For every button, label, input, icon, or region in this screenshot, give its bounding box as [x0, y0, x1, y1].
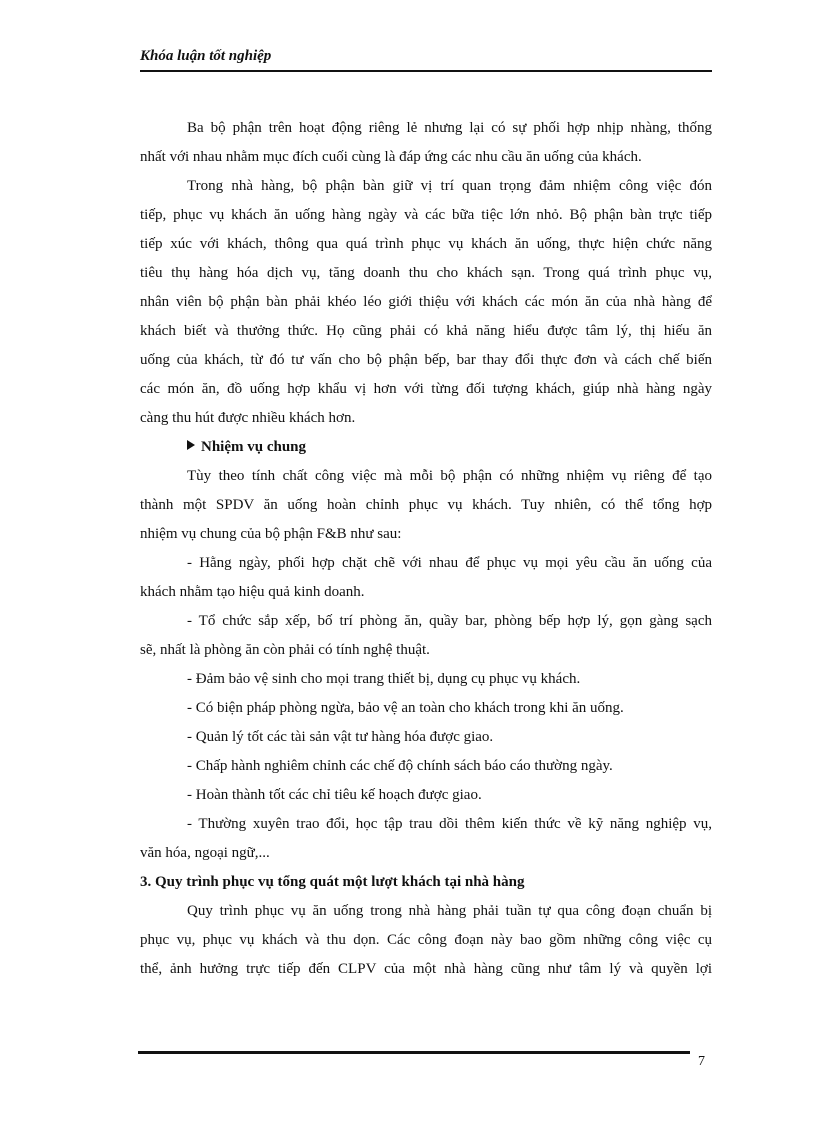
paragraph-line: Trong nhà hàng, bộ phận bàn giữ vị trí quan trọng đảm nhiệm công việc đón: [187, 178, 712, 194]
paragraph-line: các món ăn, đồ uống hợp khẩu vị hơn với từng đối tượng khách, giúp nhà hàng ngày: [140, 381, 712, 397]
list-item: - Hoàn thành tốt các chỉ tiêu kế hoạch được giao.: [187, 787, 482, 803]
paragraph-line: Ba bộ phận trên hoạt động riêng lẻ nhưng lại có sự phối hợp nhịp nhàng, thống: [187, 120, 712, 136]
list-item: - Thường xuyên trao đổi, học tập trau dồi thêm kiến thức về kỹ năng nghiệp vụ,: [187, 816, 712, 832]
paragraph-line: nhân viên bộ phận bàn phải khéo léo giới thiệu với khách các món ăn của nhà hàng để: [140, 294, 712, 310]
list-item: - Có biện pháp phòng ngừa, bảo vệ an toàn cho khách trong khi ăn uống.: [187, 700, 624, 716]
subheading-nhiem-vu-chung: [140, 433, 712, 462]
page-number: 7: [698, 1054, 705, 1069]
paragraph-line: khách biết và thưởng thức. Họ cũng phải có khả năng hiểu được tâm lý, thị hiếu ăn: [140, 323, 712, 339]
header-divider: [140, 70, 712, 72]
paragraph-line: tiếp xúc với khách, thông qua quá trình phục vụ khách ăn uống, thực hiện chức năng: [140, 236, 712, 252]
paragraph-line: tiêu thụ hàng hóa dịch vụ, tăng doanh thu cho khách sạn. Trong quá trình phục vụ,: [140, 265, 712, 281]
document-body: [140, 114, 712, 984]
paragraph-line: nhiệm vụ chung của bộ phận F&B như sau:: [140, 526, 402, 542]
list-item: - Hằng ngày, phối hợp chặt chẽ với nhau để phục vụ mọi yêu cầu ăn uống của: [187, 555, 712, 571]
paragraph-line: thể, ảnh hưởng trực tiếp đến CLPV của một nhà hàng cũng như tâm lý và quyền lợi: [140, 961, 712, 977]
arrow-bullet-icon: [187, 440, 195, 450]
paragraph-line: Tùy theo tính chất công việc mà mỗi bộ phận có những nhiệm vụ riêng để tạo: [187, 468, 712, 484]
list-item: - Chấp hành nghiêm chỉnh các chế độ chính sách báo cáo thường ngày.: [187, 758, 613, 774]
list-item: - Đảm bảo vệ sinh cho mọi trang thiết bị, dụng cụ phục vụ khách.: [187, 671, 581, 687]
footer-divider: [138, 1051, 690, 1054]
subheading-text: Nhiệm vụ chung: [201, 439, 307, 455]
paragraph-line: phục vụ, phục vụ khách và thu dọn. Các công đoạn này bao gồm những công việc cụ: [140, 932, 712, 948]
list-item-continuation: khách nhằm tạo hiệu quả kinh doanh.: [140, 584, 365, 600]
list-item: - Tổ chức sắp xếp, bố trí phòng ăn, quầy bar, phòng bếp hợp lý, gọn gàng sạch: [187, 613, 712, 629]
section-heading: 3. Quy trình phục vụ tổng quát một lượt khách tại nhà hàng: [140, 874, 525, 890]
list-item-continuation: sẽ, nhất là phòng ăn còn phải có tính nghệ thuật.: [140, 642, 430, 658]
paragraph-line: Quy trình phục vụ ăn uống trong nhà hàng phải tuần tự qua công đoạn chuẩn bị: [187, 903, 712, 919]
paragraph-line: uống của khách, từ đó tư vấn cho bộ phận bếp, bar thay đổi thực đơn và cách chế biến: [140, 352, 712, 368]
paragraph-line: thành một SPDV ăn uống hoàn chỉnh phục vụ khách. Tuy nhiên, có thể tổng hợp: [140, 497, 712, 513]
paragraph-line: nhất với nhau nhằm mục đích cuối cùng là đáp ứng các nhu cầu ăn uống của khách.: [140, 149, 642, 165]
document-header-title: Khóa luận tốt nghiệp: [140, 48, 272, 64]
paragraph-line: tiếp, phục vụ khách ăn uống hàng ngày và các bữa tiệc lớn nhỏ. Bộ phận bàn trực tiếp: [140, 207, 712, 223]
list-item: - Quản lý tốt các tài sản vật tư hàng hóa được giao.: [187, 729, 494, 745]
paragraph-line: càng thu hút được nhiều khách hơn.: [140, 410, 356, 426]
list-item-continuation: văn hóa, ngoại ngữ,...: [140, 845, 270, 861]
